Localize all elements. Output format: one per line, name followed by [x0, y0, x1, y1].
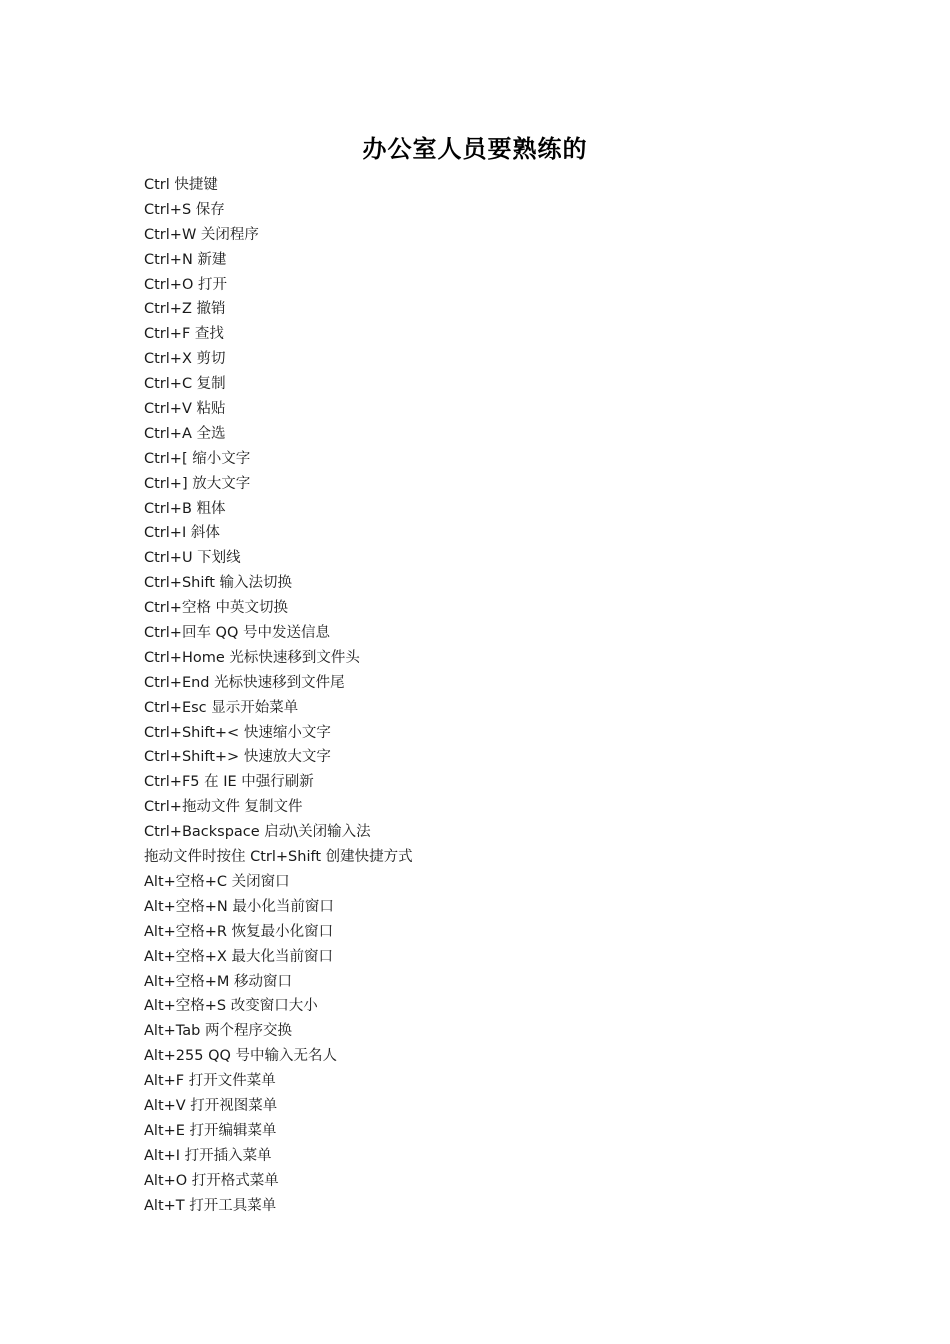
shortcut-line: Alt+255 QQ 号中输入无名人	[144, 1048, 338, 1065]
shortcut-line: Ctrl+[ 缩小文字	[144, 450, 251, 467]
shortcut-line: Ctrl 快捷键	[144, 177, 218, 193]
shortcut-line: Ctrl+C 复制	[144, 376, 226, 393]
shortcut-line: Ctrl+] 放大文字	[144, 475, 251, 492]
shortcut-line: Ctrl+X 剪切	[144, 351, 226, 368]
shortcut-line: 拖动文件时按住 Ctrl+Shift 创建快捷方式	[144, 849, 413, 866]
shortcut-line: Ctrl+End 光标快速移到文件尾	[144, 674, 345, 691]
shortcut-line: Alt+空格+X 最大化当前窗口	[144, 948, 333, 965]
shortcut-line: Alt+E 打开编辑菜单	[144, 1122, 277, 1139]
shortcut-line: Alt+Tab 两个程序交换	[144, 1023, 292, 1040]
shortcut-line: Ctrl+O 打开	[144, 276, 227, 293]
shortcut-line: Alt+空格+R 恢复最小化窗口	[144, 923, 334, 940]
shortcut-line: Ctrl+N 新建	[144, 251, 227, 268]
shortcut-line: Ctrl+Z 撤销	[144, 301, 226, 318]
shortcut-line: Alt+空格+S 改变窗口大小	[144, 998, 318, 1015]
shortcut-line: Alt+空格+M 移动窗口	[144, 973, 293, 990]
shortcut-line: Ctrl+拖动文件 复制文件	[144, 799, 303, 816]
shortcut-line: Alt+V 打开视图菜单	[144, 1097, 278, 1114]
shortcut-line: Ctrl+Shift+< 快速缩小文字	[144, 724, 331, 741]
shortcut-line: Ctrl+V 粘贴	[144, 401, 226, 418]
shortcut-line: Ctrl+S 保存	[144, 201, 225, 218]
shortcut-line: Alt+F 打开文件菜单	[144, 1073, 276, 1090]
shortcut-line: Alt+I 打开插入菜单	[144, 1147, 272, 1164]
shortcut-line: Alt+T 打开工具菜单	[144, 1197, 277, 1214]
shortcut-line: Ctrl+回车 QQ 号中发送信息	[144, 625, 330, 642]
shortcut-line: Alt+空格+C 关闭窗口	[144, 873, 290, 890]
shortcut-line: Ctrl+空格 中英文切换	[144, 600, 289, 617]
shortcut-line: Ctrl+U 下划线	[144, 550, 241, 567]
shortcut-line: Ctrl+A 全选	[144, 425, 226, 442]
shortcut-line: Ctrl+F5 在 IE 中强行刷新	[144, 774, 314, 791]
shortcut-line: Ctrl+Esc 显示开始菜单	[144, 699, 299, 716]
shortcut-line: Alt+O 打开格式菜单	[144, 1172, 279, 1189]
shortcut-line: Ctrl+F 查找	[144, 326, 224, 343]
shortcut-line: Ctrl+B 粗体	[144, 500, 226, 517]
shortcut-line: Alt+空格+N 最小化当前窗口	[144, 898, 334, 915]
shortcut-line: Ctrl+W 关闭程序	[144, 226, 259, 243]
shortcut-line: Ctrl+Backspace 启动\关闭输入法	[144, 824, 371, 841]
shortcut-line: Ctrl+Shift+> 快速放大文字	[144, 749, 331, 766]
shortcut-line: Ctrl+Home 光标快速移到文件头	[144, 649, 360, 666]
shortcut-line: Ctrl+I 斜体	[144, 525, 220, 542]
page-title: 办公室人员要熟练的	[362, 134, 588, 163]
shortcut-line: Ctrl+Shift 输入法切换	[144, 575, 293, 592]
shortcut-list	[144, 173, 864, 1218]
